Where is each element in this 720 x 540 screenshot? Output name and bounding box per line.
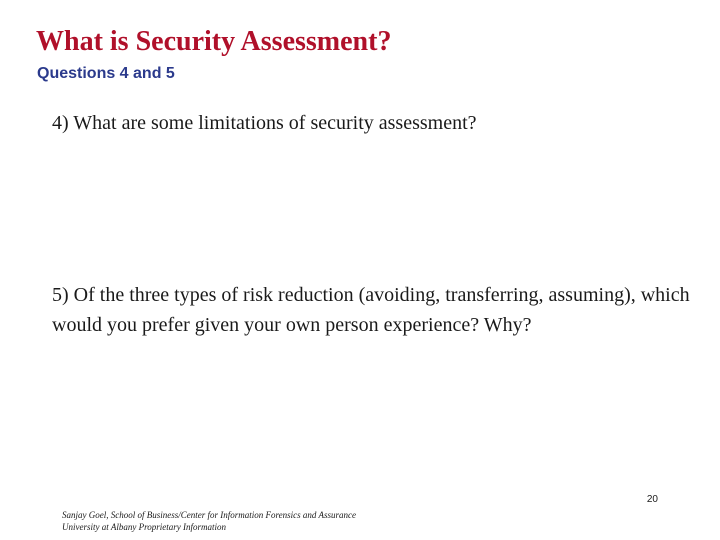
question-5: 5) Of the three types of risk reduction (avoiding, transferring, assuming), which would you prefer given your own person experience? Why? — [52, 284, 690, 336]
footer-proprietary-line: University at Albany Proprietary Information — [62, 522, 226, 532]
footer — [62, 509, 356, 533]
question-4: 4) What are some limitations of security assessment? — [52, 112, 477, 134]
slide-subtitle: Questions 4 and 5 — [37, 65, 175, 82]
page-number: 20 — [646, 494, 658, 505]
footer-author-line: Sanjay Goel, School of Business/Center for Information Forensics and Assurance — [62, 510, 356, 520]
slide-title: What is Security Assessment? — [36, 26, 392, 57]
